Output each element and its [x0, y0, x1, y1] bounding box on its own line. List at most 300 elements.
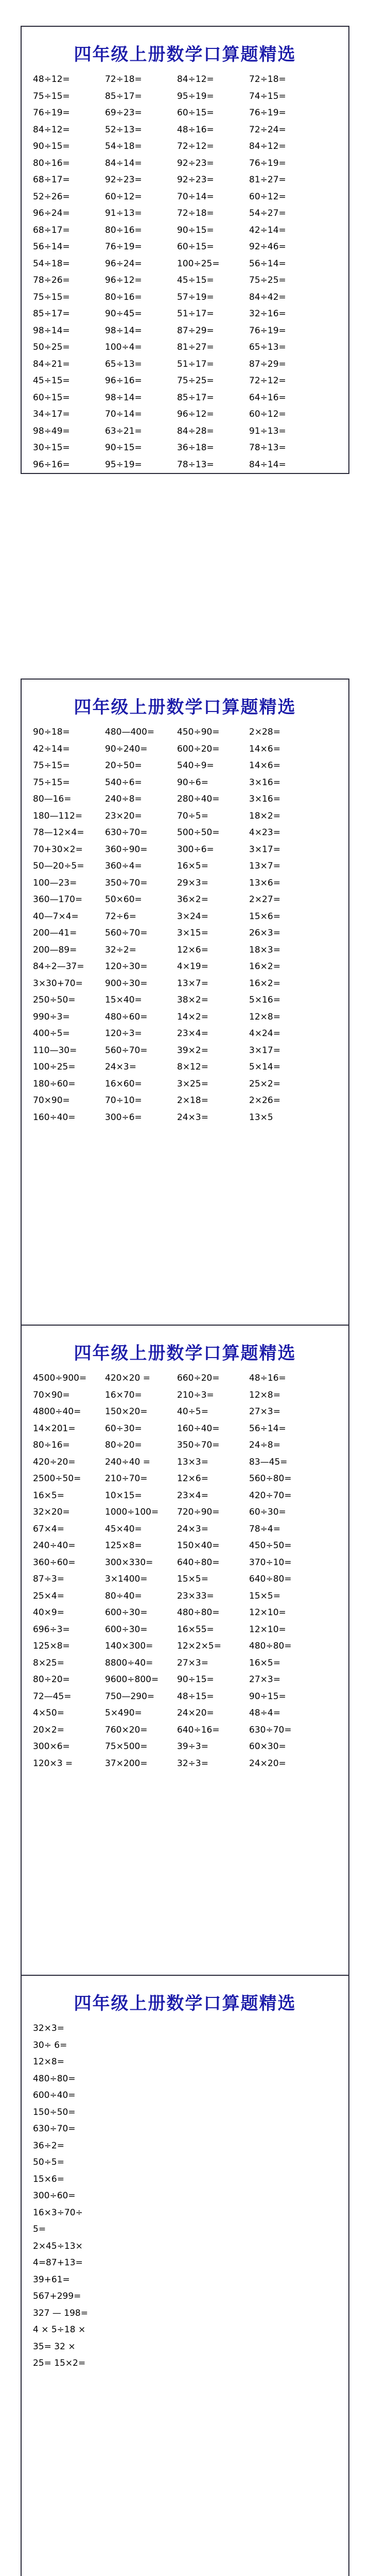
problem-item: 3×15=	[177, 928, 208, 939]
problem-item: 72÷18=	[249, 74, 286, 85]
problem-item: 38×2=	[177, 995, 208, 1006]
problem-item: 4×19=	[177, 961, 208, 972]
problem-row	[33, 406, 343, 423]
problem-item: 84÷42=	[249, 292, 286, 302]
problem-row	[33, 757, 343, 774]
problem-item: 4800÷40=	[33, 1406, 81, 1417]
problem-item: 4500÷900=	[33, 1373, 87, 1384]
problem-item: 40÷5=	[177, 1406, 208, 1417]
problem-item: 300×330=	[105, 1557, 153, 1568]
problem-row	[33, 256, 343, 273]
problem-item: 68÷17=	[33, 225, 70, 235]
problem-row	[33, 942, 343, 959]
problem-item: 72÷12=	[249, 376, 286, 386]
problem-item: 80÷16=	[105, 292, 142, 302]
problem-item: 32÷16=	[249, 309, 286, 319]
problem-item: 640÷80=	[177, 1557, 220, 1568]
problem-item: 70÷14=	[105, 409, 142, 420]
worksheet-4	[21, 1975, 349, 2576]
problem-item: 8800÷40=	[105, 1657, 153, 1668]
problem-item: 25×2=	[249, 1078, 280, 1089]
problem-item: 480—400=	[105, 727, 155, 738]
problem-item: 48÷12=	[33, 74, 70, 85]
problem-item: 39×2=	[177, 1045, 208, 1056]
problem-item: 370÷10=	[249, 1557, 292, 1568]
problem-item: 450÷90=	[177, 727, 220, 738]
problem-row	[33, 841, 343, 858]
problem-grid	[33, 71, 343, 473]
problem-item: 200—89=	[33, 944, 77, 955]
problem-item: 72÷24=	[249, 124, 286, 135]
problem-item: 120×3 =	[33, 1758, 73, 1769]
problem-item: 14×2=	[177, 1011, 208, 1022]
problem-item: 23×4=	[177, 1490, 208, 1501]
problem-item: 36÷18=	[177, 443, 214, 453]
problem-line: 12×8=	[33, 2057, 64, 2067]
problem-item: 480÷80=	[249, 1641, 292, 1652]
problem-item: 2×18=	[177, 1095, 208, 1106]
problem-row	[33, 1109, 343, 1126]
problem-row	[33, 1092, 343, 1109]
problem-item: 23×4=	[177, 1028, 208, 1039]
problem-item: 85÷17=	[105, 91, 142, 101]
problem-item: 91÷13=	[249, 426, 286, 436]
problem-item: 3×30+70=	[33, 978, 83, 989]
problem-item: 640÷80=	[249, 1574, 292, 1585]
problem-item: 80÷20=	[33, 1674, 70, 1685]
worksheet-3	[21, 1325, 349, 1990]
problem-item: 84÷14=	[105, 158, 142, 168]
problem-row	[33, 155, 343, 172]
problem-item: 50÷25=	[33, 342, 70, 353]
problem-row	[33, 439, 343, 456]
problem-item: 81÷27=	[249, 175, 286, 185]
problem-row	[33, 172, 343, 189]
problem-item: 50—20÷5=	[33, 861, 84, 872]
problem-item: 5×14=	[249, 1062, 280, 1073]
problem-line: 15×6=	[33, 2174, 64, 2184]
problem-item: 96÷12=	[105, 275, 142, 286]
problem-item: 210÷3=	[177, 1389, 214, 1400]
problem-row	[33, 205, 343, 222]
problem-item: 90÷6=	[177, 777, 208, 788]
problem-item: 45÷15=	[177, 275, 214, 286]
problem-item: 60÷15=	[33, 392, 70, 403]
problem-item: 12×6=	[177, 1473, 208, 1484]
problem-item: 160÷40=	[177, 1423, 220, 1434]
problem-item: 39÷3=	[177, 1741, 208, 1752]
problem-item: 560÷70=	[105, 928, 148, 939]
problem-item: 70÷5=	[177, 810, 208, 821]
problem-item: 5×16=	[249, 995, 280, 1006]
problem-item: 54÷27=	[249, 208, 286, 219]
problem-item: 68÷17=	[33, 175, 70, 185]
problem-row	[33, 791, 343, 808]
problem-item: 16×2=	[249, 978, 280, 989]
problem-item: 600÷30=	[105, 1607, 148, 1618]
problem-row	[33, 222, 343, 239]
problem-item: 36×2=	[177, 894, 208, 905]
problem-item: 360÷60=	[33, 1557, 76, 1568]
problem-row	[33, 1537, 343, 1554]
problem-item: 8×12=	[177, 1062, 208, 1073]
problem-item: 48÷16=	[177, 124, 214, 135]
problem-row	[33, 858, 343, 875]
problem-item: 76÷19=	[105, 242, 142, 252]
problem-item: 200—41=	[33, 928, 77, 939]
problem-line: 150÷50=	[33, 2107, 76, 2117]
problem-row	[33, 1621, 343, 1638]
problem-row	[33, 975, 343, 992]
problem-item: 120÷30=	[105, 961, 148, 972]
problem-item: 37×200=	[105, 1758, 148, 1769]
problem-item: 12×10=	[249, 1624, 286, 1635]
problem-row	[33, 774, 343, 791]
problem-item: 90÷15=	[249, 1691, 286, 1702]
problem-item: 51÷17=	[177, 359, 214, 369]
problem-row	[33, 1076, 343, 1093]
problem-item: 240÷8=	[105, 794, 142, 805]
problem-item: 420×20 =	[105, 1373, 150, 1384]
problem-item: 180÷60=	[33, 1078, 76, 1089]
problem-row	[33, 992, 343, 1009]
problem-item: 16×5=	[249, 1657, 280, 1668]
problem-line: 600÷40=	[33, 2090, 76, 2101]
problem-item: 54÷18=	[33, 258, 70, 269]
problem-item: 12×8=	[249, 1011, 280, 1022]
worksheet-title: 四年级上册数学口算题精选	[74, 697, 296, 718]
problem-item: 60÷15=	[177, 108, 214, 118]
problem-row	[33, 1420, 343, 1437]
problem-item: 1000÷100=	[105, 1507, 159, 1518]
problem-item: 300÷6=	[105, 1112, 142, 1123]
problem-item: 3×16=	[249, 794, 280, 805]
problem-item: 67×4=	[33, 1523, 64, 1534]
problem-row	[33, 389, 343, 406]
problem-row	[33, 122, 343, 139]
problem-line: 4=87+13=	[33, 2258, 83, 2268]
problem-item: 63÷21=	[105, 426, 142, 436]
problem-row	[33, 1688, 343, 1705]
problem-item: 75÷25=	[249, 275, 286, 286]
problem-item: 90÷45=	[105, 309, 142, 319]
problem-item: 24×3=	[105, 1062, 136, 1073]
problem-grid	[33, 724, 343, 1126]
problem-item: 52÷13=	[105, 124, 142, 135]
problem-item: 10×15=	[105, 1490, 142, 1501]
problem-item: 280÷40=	[177, 794, 220, 805]
problem-item: 70÷10=	[105, 1095, 142, 1106]
problem-item: 48÷16=	[249, 1373, 286, 1384]
problem-item: 540÷9=	[177, 760, 214, 771]
problem-item: 80÷16=	[105, 225, 142, 235]
problem-item: 92÷46=	[249, 242, 286, 252]
problem-item: 78÷26=	[33, 275, 70, 286]
problem-line: 36÷2=	[33, 2140, 64, 2151]
problem-item: 696÷3=	[33, 1624, 70, 1635]
problem-item: 400÷5=	[33, 1028, 70, 1039]
problem-item: 3×25=	[177, 1078, 208, 1089]
worksheet-title: 四年级上册数学口算题精选	[74, 1993, 296, 2014]
problem-row	[33, 1671, 343, 1688]
problem-item: 87÷29=	[249, 359, 286, 369]
problem-line: 4 × 5÷18 ×	[33, 2325, 86, 2335]
problem-item: 90÷15=	[33, 141, 70, 152]
problem-item: 92÷23=	[177, 175, 214, 185]
problem-item: 60÷30=	[249, 1507, 286, 1518]
problem-item: 600÷20=	[177, 743, 220, 754]
problem-item: 32×20=	[33, 1507, 70, 1518]
problem-item: 90÷18=	[33, 727, 70, 738]
problem-item: 2×28=	[249, 727, 280, 738]
problem-row	[33, 423, 343, 440]
problem-item: 100÷25=	[33, 1062, 76, 1073]
problem-item: 540÷6=	[105, 777, 142, 788]
problem-row	[33, 1655, 343, 1672]
problem-item: 65÷13=	[105, 359, 142, 369]
problem-grid	[33, 1370, 343, 1772]
problem-item: 81÷27=	[177, 342, 214, 353]
problem-item: 72÷18=	[105, 74, 142, 85]
problem-line: 630÷70=	[33, 2124, 76, 2134]
problem-item: 70+30×2=	[33, 844, 83, 855]
problem-item: 78÷4=	[249, 1523, 280, 1534]
problem-row	[33, 306, 343, 323]
problem-item: 24×20=	[249, 1758, 286, 1769]
problem-item: 5×490=	[105, 1708, 142, 1719]
problem-item: 76÷19=	[249, 325, 286, 336]
problem-row	[33, 1738, 343, 1755]
problem-item: 98÷14=	[105, 392, 142, 403]
problem-item: 3×17=	[249, 844, 280, 855]
problem-item: 80÷16=	[33, 158, 70, 168]
problem-item: 630÷70=	[249, 1724, 292, 1735]
problem-item: 32÷2=	[105, 944, 136, 955]
problem-item: 14×201=	[33, 1423, 76, 1434]
problem-row	[33, 1437, 343, 1454]
problem-line: 300÷60=	[33, 2191, 76, 2201]
problem-item: 420÷20=	[33, 1456, 76, 1467]
problem-item: 900÷30=	[105, 978, 148, 989]
problem-item: 75÷15=	[33, 91, 70, 101]
worksheet-1	[21, 26, 349, 474]
problem-item: 60÷12=	[249, 409, 286, 420]
problem-item: 96÷24=	[105, 258, 142, 269]
problem-item: 350÷70=	[105, 877, 148, 888]
problem-item: 45×40=	[105, 1523, 142, 1534]
problem-item: 70×90=	[33, 1389, 70, 1400]
problem-item: 98÷14=	[33, 325, 70, 336]
problem-item: 300×6=	[33, 1741, 70, 1752]
problem-row	[33, 323, 343, 340]
problem-item: 84÷28=	[177, 426, 214, 436]
problem-row	[33, 88, 343, 105]
problem-item: 125×8=	[105, 1540, 142, 1551]
problem-item: 95÷19=	[105, 459, 142, 470]
problem-item: 29×3=	[177, 877, 208, 888]
problem-item: 640÷16=	[177, 1724, 220, 1735]
problem-item: 87÷3=	[33, 1574, 64, 1585]
problem-item: 12×8=	[249, 1389, 280, 1400]
problem-item: 240÷40=	[33, 1540, 76, 1551]
problem-line: 25= 15×2=	[33, 2358, 86, 2369]
problem-row	[33, 808, 343, 825]
problem-item: 78÷13=	[249, 443, 286, 453]
problem-row	[33, 372, 343, 389]
problem-list	[33, 2020, 88, 2372]
problem-item: 30÷15=	[33, 443, 70, 453]
problem-item: 78—12×4=	[33, 827, 84, 838]
problem-line: 35= 32 ×	[33, 2341, 76, 2352]
problem-row	[33, 1504, 343, 1521]
problem-item: 90÷240=	[105, 743, 148, 754]
problem-item: 84÷2—37=	[33, 961, 84, 972]
problem-line: 327 — 198=	[33, 2308, 88, 2318]
problem-item: 16×55=	[177, 1624, 214, 1635]
problem-row	[33, 356, 343, 373]
problem-item: 110—30=	[33, 1045, 77, 1056]
problem-item: 210÷70=	[105, 1473, 148, 1484]
problem-item: 80÷20=	[105, 1440, 142, 1451]
problem-item: 84÷21=	[33, 359, 70, 369]
problem-item: 60÷12=	[249, 191, 286, 202]
problem-item: 180—112=	[33, 810, 83, 821]
problem-item: 60÷12=	[105, 191, 142, 202]
problem-item: 84÷12=	[177, 74, 214, 85]
problem-item: 80—16=	[33, 794, 72, 805]
problem-item: 100÷25=	[177, 258, 220, 269]
problem-item: 760×20=	[105, 1724, 148, 1735]
problem-item: 98÷14=	[105, 325, 142, 336]
problem-item: 75÷15=	[33, 292, 70, 302]
problem-row	[33, 1059, 343, 1076]
problem-item: 24×20=	[177, 1708, 214, 1719]
problem-item: 60÷15=	[177, 242, 214, 252]
problem-row	[33, 724, 343, 741]
problem-item: 23×33=	[177, 1590, 214, 1601]
problem-item: 26×3=	[249, 928, 280, 939]
problem-item: 56÷14=	[249, 1423, 286, 1434]
problem-item: 87÷29=	[177, 325, 214, 336]
problem-item: 3×17=	[249, 1045, 280, 1056]
problem-row	[33, 189, 343, 206]
problem-item: 52÷26=	[33, 191, 70, 202]
problem-item: 140×300=	[105, 1641, 153, 1652]
problem-line: 32×3=	[33, 2023, 64, 2034]
problem-item: 2×26=	[249, 1095, 280, 1106]
problem-item: 100÷4=	[105, 342, 142, 353]
problem-item: 4×23=	[249, 827, 280, 838]
problem-item: 72—45=	[33, 1691, 72, 1702]
problem-item: 18×2=	[249, 810, 280, 821]
problem-line: 16×3÷70÷	[33, 2207, 83, 2218]
problem-item: 480÷80=	[177, 1607, 220, 1618]
problem-item: 20×2=	[33, 1724, 64, 1735]
problem-item: 27×3=	[249, 1674, 280, 1685]
problem-item: 350÷70=	[177, 1440, 220, 1451]
problem-item: 160÷40=	[33, 1112, 76, 1123]
problem-item: 74÷15=	[249, 91, 286, 101]
problem-item: 600÷30=	[105, 1624, 148, 1635]
problem-item: 480÷60=	[105, 1011, 148, 1022]
problem-item: 90÷15=	[177, 225, 214, 235]
problem-row	[33, 239, 343, 256]
problem-line: 39+61=	[33, 2274, 70, 2285]
problem-row	[33, 138, 343, 155]
problem-row	[33, 1638, 343, 1655]
problem-item: 15×5=	[177, 1574, 208, 1585]
problem-item: 54÷18=	[105, 141, 142, 152]
problem-item: 98÷49=	[33, 426, 70, 436]
problem-item: 25×4=	[33, 1590, 64, 1601]
problem-item: 42÷14=	[33, 743, 70, 754]
problem-item: 3×1400=	[105, 1574, 148, 1585]
problem-item: 90÷15=	[105, 443, 142, 453]
problem-row	[33, 1454, 343, 1471]
problem-item: 57÷19=	[177, 292, 214, 302]
problem-item: 83—45=	[249, 1456, 288, 1467]
problem-item: 70×90=	[33, 1095, 70, 1106]
problem-row	[33, 71, 343, 88]
problem-item: 12×2×5=	[177, 1641, 221, 1652]
problem-item: 69÷23=	[105, 108, 142, 118]
problem-item: 660÷20=	[177, 1373, 220, 1384]
problem-row	[33, 1403, 343, 1420]
problem-item: 96÷12=	[177, 409, 214, 420]
problem-row	[33, 1042, 343, 1059]
problem-row	[33, 875, 343, 892]
problem-item: 9600÷800=	[105, 1674, 159, 1685]
problem-row	[33, 1470, 343, 1487]
problem-item: 32÷3=	[177, 1758, 208, 1769]
problem-item: 20÷50=	[105, 760, 142, 771]
problem-item: 90÷15=	[177, 1674, 214, 1685]
problem-row	[33, 1025, 343, 1042]
problem-row	[33, 1370, 343, 1387]
problem-item: 42÷14=	[249, 225, 286, 235]
problem-item: 64÷16=	[249, 392, 286, 403]
problem-item: 4×50=	[33, 1708, 64, 1719]
problem-item: 15×5=	[249, 1590, 280, 1601]
problem-item: 27×3=	[177, 1657, 208, 1668]
problem-item: 84÷12=	[33, 124, 70, 135]
problem-item: 96÷16=	[33, 459, 70, 470]
problem-item: 56÷14=	[33, 242, 70, 252]
problem-row	[33, 1588, 343, 1605]
problem-item: 76÷19=	[249, 158, 286, 168]
problem-item: 360÷4=	[105, 861, 142, 872]
problem-item: 300÷6=	[177, 844, 214, 855]
problem-row	[33, 105, 343, 122]
problem-item: 78÷13=	[177, 459, 214, 470]
problem-item: 96÷24=	[33, 208, 70, 219]
problem-item: 2×27=	[249, 894, 280, 905]
problem-item: 76÷19=	[249, 108, 286, 118]
problem-line: 2×45÷13×	[33, 2241, 83, 2251]
problem-item: 3×24=	[177, 911, 208, 922]
problem-row	[33, 1009, 343, 1026]
problem-item: 630÷70=	[105, 827, 148, 838]
problem-item: 360÷90=	[105, 844, 148, 855]
problem-item: 85÷17=	[33, 309, 70, 319]
problem-item: 16×5=	[177, 861, 208, 872]
problem-row	[33, 908, 343, 925]
problem-line: 480÷80=	[33, 2073, 76, 2084]
problem-line: 30÷ 6=	[33, 2040, 67, 2050]
problem-item: 95÷19=	[177, 91, 214, 101]
problem-row	[33, 1705, 343, 1722]
problem-item: 60÷30=	[105, 1423, 142, 1434]
